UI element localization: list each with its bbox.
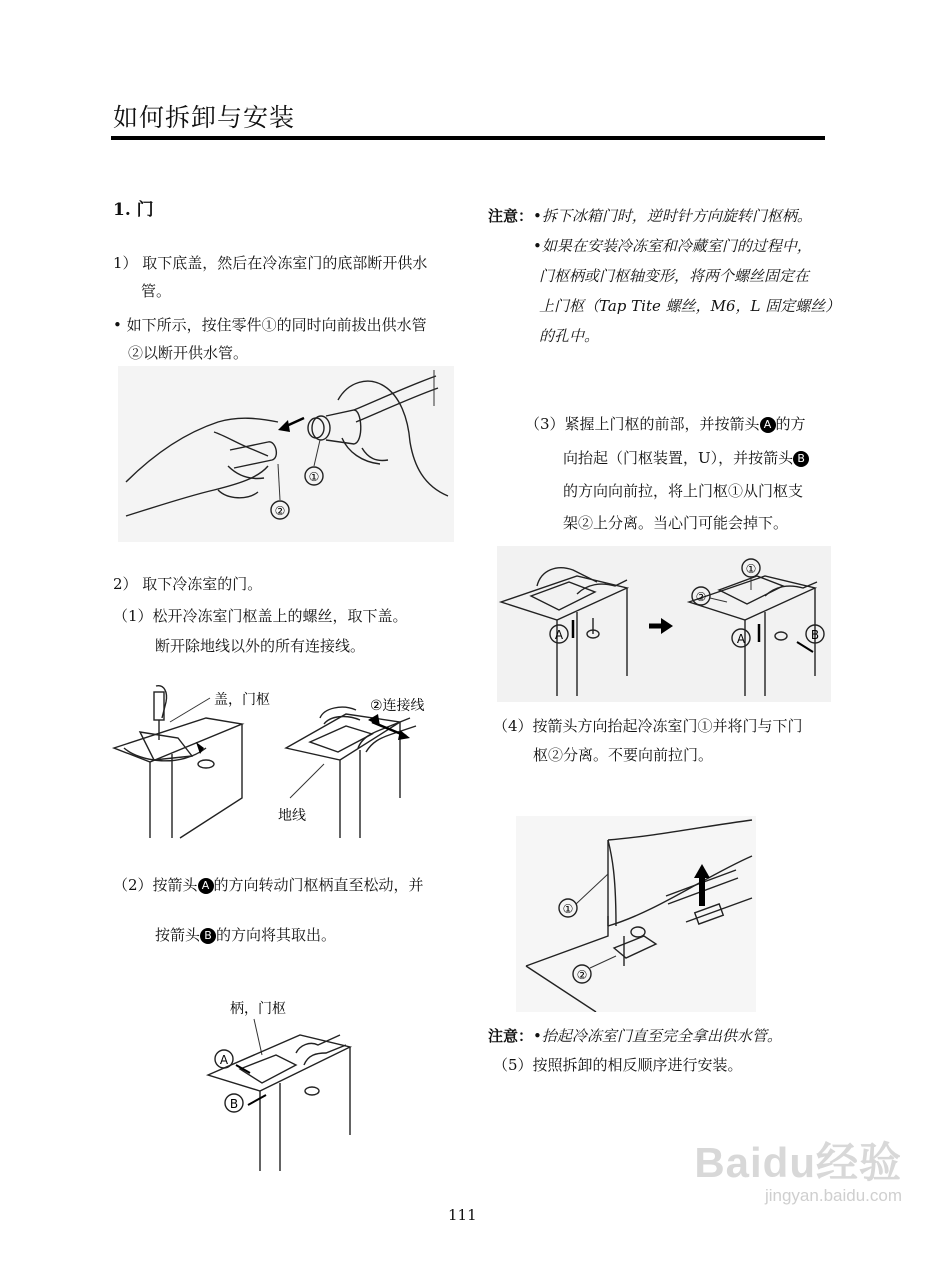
- note1-text1: •拆下冰箱门时，逆时针方向旋转门枢柄。: [533, 207, 812, 225]
- fig3-arrow-b: B: [229, 1097, 239, 1111]
- fig2-cover-label: 盖，门枢: [214, 692, 270, 708]
- fig4-arrow-a-right: A: [736, 632, 746, 646]
- fig5-label-2: ②: [576, 968, 588, 982]
- fig4-label-2: ②: [695, 590, 707, 604]
- sub2-line1: [113, 871, 424, 899]
- sub2-text-c: 按箭头: [155, 926, 201, 944]
- sub3-text-a: （3）紧握上门枢的前部，并按箭头: [525, 415, 760, 433]
- fig4-arrow-b: B: [810, 628, 820, 642]
- sub5: （5）按照拆卸的相反顺序进行安装。: [493, 1056, 743, 1074]
- step1-line1: 1） 取下底盖，然后在冷冻室门的底部断开供水: [113, 254, 428, 272]
- note1-line3: 门枢柄或门枢轴变形，将两个螺丝固定在: [539, 267, 810, 285]
- figure-hinge-cover: [110, 678, 460, 848]
- fig5-label-1: ①: [562, 902, 574, 916]
- note1-line2: •如果在安装冷冻室和冷藏室门的过程中，: [533, 237, 812, 255]
- sub2-line2: [155, 921, 336, 949]
- bullet1-line1: • 如下所示，按住零件①的同时向前拔出供水管: [113, 316, 427, 334]
- page-number: 111: [448, 1206, 477, 1224]
- note1-line5: 的孔中。: [539, 327, 600, 345]
- sub3-arrow-b-icon: B: [793, 451, 809, 467]
- section-heading: 1. 门: [113, 200, 154, 220]
- fig3-handle-label: 柄，门枢: [230, 1001, 286, 1017]
- fig4-label-1: ①: [745, 562, 757, 576]
- sub3-line2: [563, 444, 809, 472]
- sub2-text-d: 的方向将其取出。: [216, 926, 337, 944]
- note2-text: •抬起冷冻室门直至完全拿出供水管。: [533, 1027, 782, 1045]
- title-rule: [111, 136, 825, 140]
- arrow-b-icon: B: [200, 928, 216, 944]
- bullet1-line2: ②以断开供水管。: [128, 344, 249, 362]
- figure-door-lift: [516, 816, 756, 1012]
- watermark-logo: Baidu经验: [694, 1139, 902, 1186]
- fig2-wires-label: ②连接线: [370, 698, 425, 714]
- arrow-a-icon: A: [198, 878, 214, 894]
- fig2-ground-label: 地线: [278, 808, 306, 824]
- fig4-arrow-a-left: A: [554, 628, 564, 642]
- sub3-arrow-a-icon: A: [760, 417, 776, 433]
- sub3-text-b: 的方: [775, 415, 806, 433]
- sub4-line1: （4）按箭头方向抬起冷冻室门①并将门与下门: [493, 717, 803, 735]
- sub3-line1: [525, 410, 806, 438]
- note2-lead: 注意：: [488, 1027, 534, 1045]
- figure-water-tube: [118, 366, 454, 542]
- step1-line2: 管。: [141, 282, 172, 300]
- page-title: 如何拆卸与安装: [113, 103, 296, 132]
- figure-upper-hinge: [497, 546, 831, 702]
- note1-line4: 上门枢（Tap Tite 螺丝，M6，L 固定螺丝）: [539, 297, 841, 315]
- watermark: [672, 1130, 902, 1206]
- fig1-label-1: ①: [308, 470, 320, 484]
- sub2-text-a: （2）按箭头: [113, 876, 198, 894]
- sub1-line1: （1）松开冷冻室门枢盖上的螺丝，取下盖。: [113, 607, 408, 625]
- sub3-line4: 架②上分离。当心门可能会掉下。: [563, 514, 789, 532]
- fig1-label-2: ②: [274, 504, 286, 518]
- watermark-url: jingyan.baidu.com: [764, 1186, 902, 1205]
- note2: [488, 1022, 782, 1050]
- sub3-text-c: 向抬起（门枢装置，U），并按箭头: [563, 449, 794, 467]
- sub2-text-b: 的方向转动门枢柄直至松动，并: [213, 876, 424, 894]
- sub3-line3: 的方向向前拉，将上门枢①从门枢支: [563, 482, 804, 500]
- fig3-arrow-a: A: [219, 1053, 229, 1067]
- sub1-line2: 断开除地线以外的所有连接线。: [155, 637, 366, 655]
- figure-hinge-handle: [200, 995, 360, 1171]
- step2-heading: 2） 取下冷冻室的门。: [113, 575, 263, 593]
- sub4-line2: 枢②分离。不要向前拉门。: [533, 746, 714, 764]
- note1-line1: [488, 202, 812, 230]
- note1-lead: 注意：: [488, 207, 534, 225]
